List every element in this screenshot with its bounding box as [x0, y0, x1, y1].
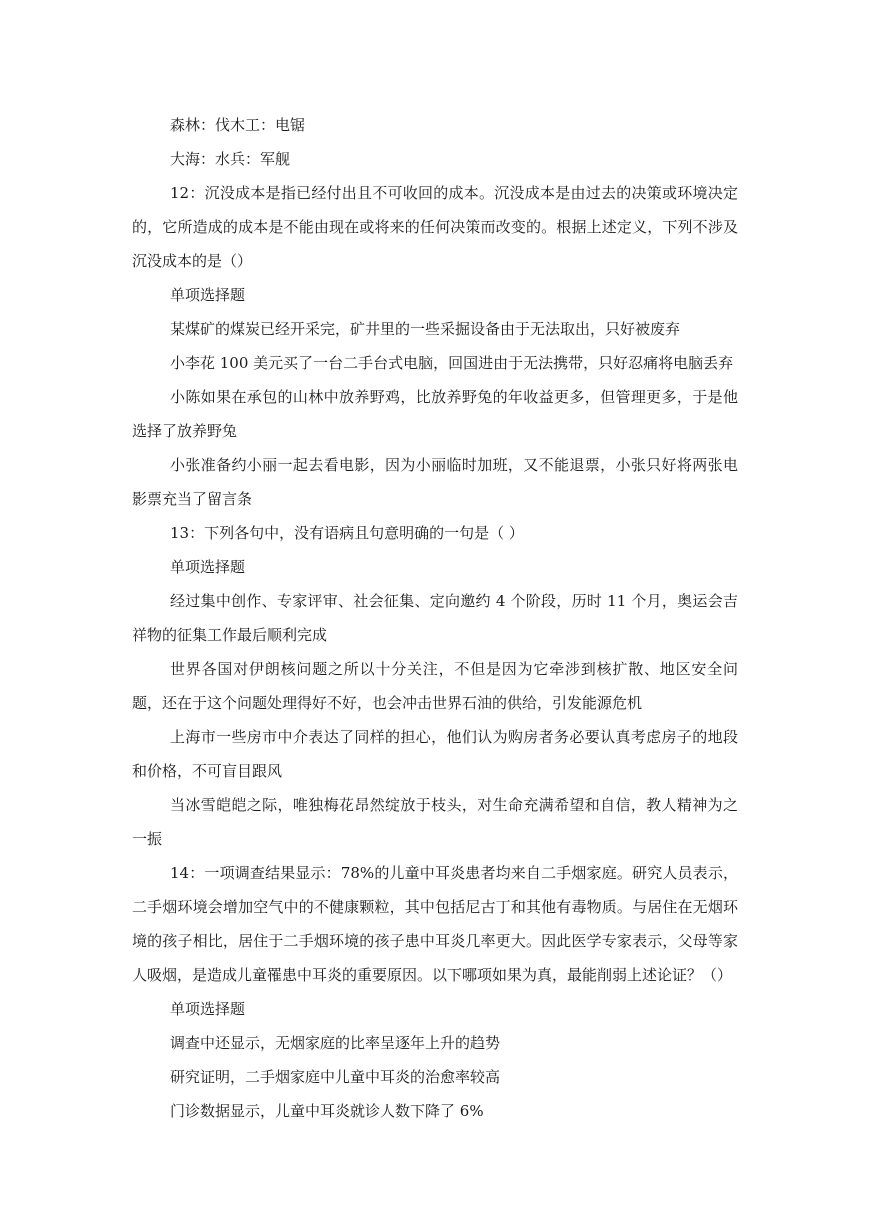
question-13-option-c: 上海市一些房市中介表达了同样的担心，他们认为购房者务必要认真考虑房子的地段和价格，不可盲目跟风: [132, 728, 738, 780]
question-12-stem: 12：沉没成本是指已经付出且不可收回的成本。沉没成本是由过去的决策或环境决定的，它所造成的成本是不能由现在或将来的任何决策而改变的。根据上述定义，下列不涉及沉没成本的是（）: [132, 184, 738, 270]
question-13-stem: 13：下列各句中，没有语病且句意明确的一句是（ ）: [170, 524, 524, 542]
question-12-option-b: 小李花 100 美元买了一台二手台式电脑，回国进由于无法携带，只好忍痛将电脑丢弃: [170, 354, 734, 372]
question-14-stem: 14：一项调查结果显示：78%的儿童中耳炎患者均来自二手烟家庭。研究人员表示，二手烟环境会增加空气中的不健康颗粒，其中包括尼古丁和其他有毒物质。与居住在无烟环境的孩子相比，居住于二手烟环境的孩子患中耳炎几率更大。因此医学专家表示，父母等家人吸烟，是造成儿童罹患中耳炎的重要原因。以下哪项如果为真，最能削弱上述论证？（）: [132, 864, 738, 984]
question-13-option-a: 经过集中创作、专家评审、社会征集、定向邀约 4 个阶段，历时 11 个月，奥运会吉祥物的征集工作最后顺利完成: [132, 592, 738, 644]
analogy-option-sea: 大海：水兵：军舰: [170, 150, 291, 168]
question-13-option-d: 当冰雪皑皑之际，唯独梅花昂然绽放于枝头，对生命充满希望和自信，教人精神为之一振: [132, 796, 738, 848]
question-13-option-b: 世界各国对伊朗核问题之所以十分关注，不但是因为它牵涉到核扩散、地区安全问题，还在于这个问题处理得好不好，也会冲击世界石油的供给，引发能源危机: [132, 660, 738, 712]
question-12-option-a: 某煤矿的煤炭已经开采完，矿井里的一些采掘设备由于无法取出，只好被废弃: [170, 320, 681, 338]
question-13-type: 单项选择题: [170, 558, 246, 576]
question-14-option-a: 调查中还显示，无烟家庭的比率呈逐年上升的趋势: [170, 1034, 501, 1052]
question-12-option-c: 小陈如果在承包的山林中放养野鸡，比放养野兔的年收益更多，但管理更多，于是他选择了放养野兔: [132, 388, 738, 440]
question-14-type: 单项选择题: [170, 1000, 246, 1018]
question-12-option-d: 小张准备约小丽一起去看电影，因为小丽临时加班，又不能退票，小张只好将两张电影票充当了留言条: [132, 456, 738, 508]
question-14-option-c: 门诊数据显示，儿童中耳炎就诊人数下降了 6%: [170, 1102, 484, 1120]
question-14-option-b: 研究证明，二手烟家庭中儿童中耳炎的治愈率较高: [170, 1068, 501, 1086]
analogy-option-forest: 森林：伐木工：电锯: [170, 116, 306, 134]
document-body: [132, 108, 738, 1128]
question-12-type: 单项选择题: [170, 286, 246, 304]
